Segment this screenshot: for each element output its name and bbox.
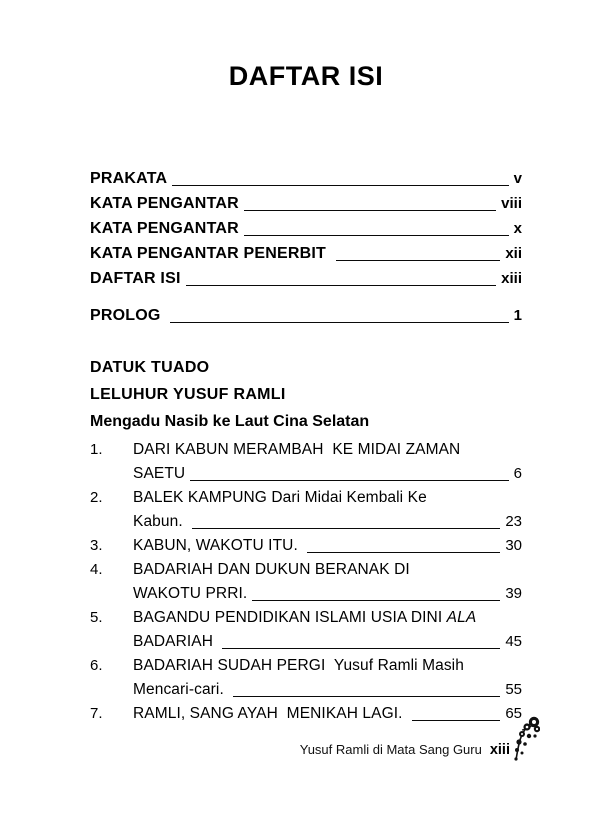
chapter-title-line: BALEK KAMPUNG Dari Midai Kembali Ke — [133, 489, 427, 506]
toc-leader — [244, 235, 509, 236]
chapter-number-spacer — [90, 510, 133, 534]
toc-leader — [252, 600, 500, 601]
toc-leader — [192, 528, 500, 529]
toc-entry — [90, 191, 522, 216]
chapter-page-number: 30 — [505, 537, 522, 554]
chapter-number: 5. — [90, 609, 103, 626]
toc-leader — [307, 552, 500, 553]
chapter-title-line: BADARIAH DAN DUKUN BERANAK DI — [133, 561, 410, 578]
page-title: DAFTAR ISI — [228, 61, 384, 91]
toc-leader — [170, 322, 508, 323]
toc-page-number: xiii — [501, 270, 522, 287]
chapter-title-line: BADARIAH SUDAH PERGI Yusuf Ramli Masih — [133, 657, 464, 674]
toc-entry — [90, 216, 522, 241]
toc-page-number: x — [513, 220, 522, 237]
section-heading: LELUHUR YUSUF RAMLI — [90, 386, 286, 403]
section-subheading: Mengadu Nasib ke Laut Cina Selatan — [90, 413, 370, 430]
page-footer — [90, 742, 522, 764]
toc-leader — [222, 648, 500, 649]
chapter-item — [90, 654, 522, 702]
chapter-number: 4. — [90, 561, 103, 578]
toc-entry-label: PRAKATA — [90, 170, 168, 187]
toc-entry-label: KATA PENGANTAR — [90, 220, 239, 237]
toc-leader — [186, 285, 497, 286]
chapter-item — [90, 558, 522, 606]
chapter-page-number: 39 — [505, 585, 522, 602]
chapter-title-line: SAETU — [133, 465, 186, 482]
chapter-number: 3. — [90, 537, 103, 554]
chapter-number-spacer — [90, 678, 133, 702]
chapter-page-number: 23 — [505, 513, 522, 530]
section-heading: DATUK TUADO — [90, 359, 210, 376]
chapter-number: 1. — [90, 441, 103, 458]
chapter-item — [90, 534, 522, 558]
toc-page-number: xii — [505, 245, 522, 262]
toc-entry-label: KATA PENGANTAR — [90, 195, 239, 212]
chapter-page-number: 45 — [505, 633, 522, 650]
chapter-number-spacer — [90, 630, 133, 654]
toc-page-number: 1 — [513, 307, 522, 324]
toc-leader — [233, 696, 500, 697]
chapter-title-line: DARI KABUN MERAMBAH KE MIDAI ZAMAN — [133, 441, 461, 458]
floral-corner-ornament-icon — [513, 716, 540, 763]
chapter-page-number: 6 — [513, 465, 522, 482]
toc-entry-label: DAFTAR ISI — [90, 270, 181, 287]
chapter-title-italic: ALA — [446, 609, 477, 626]
chapter-page-number: 55 — [505, 681, 522, 698]
chapter-number: 7. — [90, 705, 103, 722]
toc-entry-label: KATA PENGANTAR PENERBIT — [90, 245, 331, 262]
chapter-page-number: 65 — [505, 705, 522, 722]
chapter-title-line: WAKOTU PRRI. — [133, 585, 248, 602]
toc-leader — [412, 720, 500, 721]
chapter-item — [90, 702, 522, 726]
chapter-list — [90, 438, 522, 726]
toc-entry — [90, 303, 522, 328]
footer-page-number: xiii — [489, 742, 510, 758]
chapter-item — [90, 438, 522, 486]
chapter-item — [90, 606, 522, 654]
toc-entry — [90, 241, 522, 266]
toc-page-number: viii — [501, 195, 522, 212]
chapter-title-line: Mencari-cari. — [133, 681, 229, 698]
section-headings — [90, 354, 522, 435]
toc-entry — [90, 266, 522, 291]
toc-page-number: v — [513, 170, 522, 187]
chapter-number-spacer — [90, 582, 133, 606]
chapter-title-line: Kabun. — [133, 513, 188, 530]
toc-front-matter — [90, 166, 522, 291]
chapter-title-line — [133, 606, 476, 630]
chapter-title-line: BADARIAH — [133, 633, 218, 650]
toc-entry — [90, 166, 522, 191]
chapter-title-line: KABUN, WAKOTU ITU. — [133, 537, 303, 554]
chapter-title-line: RAMLI, SANG AYAH MENIKAH LAGI. — [133, 705, 407, 722]
toc-prolog — [90, 303, 522, 328]
toc-leader — [190, 480, 508, 481]
toc-entry-label: PROLOG — [90, 307, 166, 324]
chapter-item — [90, 486, 522, 534]
chapter-number: 6. — [90, 657, 103, 674]
toc-leader — [244, 210, 496, 211]
chapter-number-spacer — [90, 462, 133, 486]
chapter-title-text: BAGANDU PENDIDIKAN ISLAMI USIA DINI — [133, 609, 447, 626]
footer-book-title: Yusuf Ramli di Mata Sang Guru — [299, 742, 482, 757]
toc-leader — [336, 260, 501, 261]
chapter-number: 2. — [90, 489, 103, 506]
toc-leader — [172, 185, 508, 186]
